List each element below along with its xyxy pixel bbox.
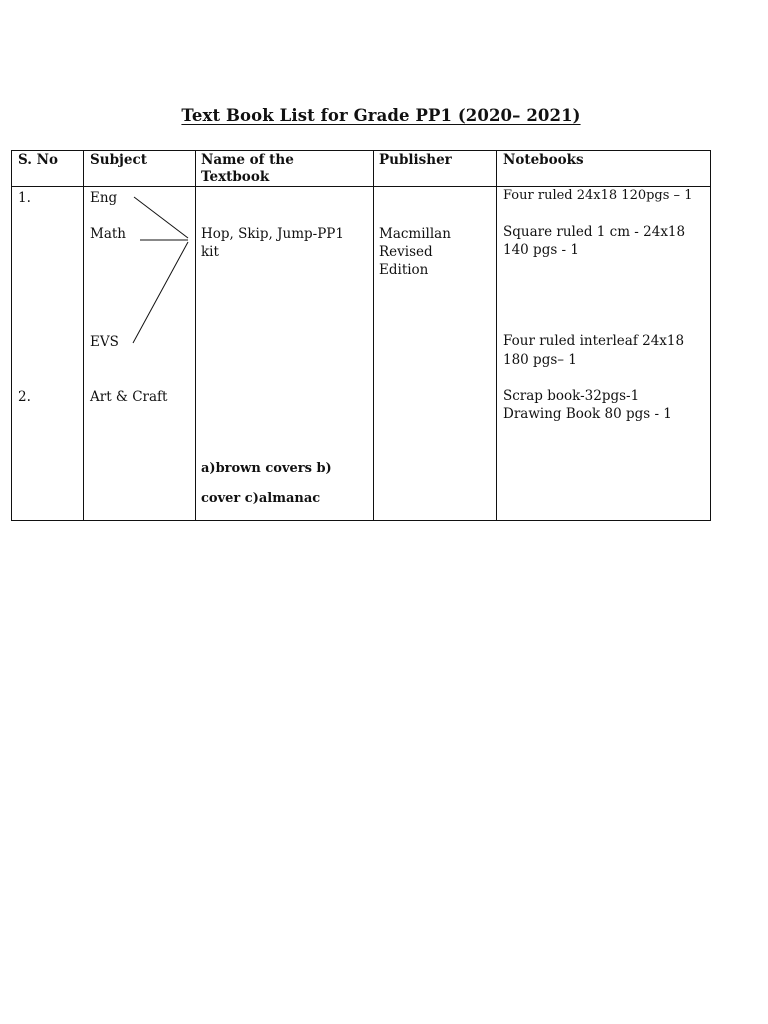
row1-notebook-2: Square ruled 1 cm - 24x18 bbox=[503, 224, 686, 240]
row1-notebook-4: Four ruled interleaf 24x18 bbox=[503, 333, 685, 349]
covers-note-line1: a)brown covers b) bbox=[201, 461, 332, 476]
bracket-line-eng bbox=[134, 197, 188, 238]
row2-notebook-1: Scrap book-32pgs-1 bbox=[503, 388, 640, 404]
row1-publisher-line1: Macmillan bbox=[379, 226, 451, 242]
row1-subject-evs: EVS bbox=[90, 334, 119, 350]
row1-subject-math: Math bbox=[90, 226, 126, 242]
row2-sno: 2. bbox=[18, 389, 31, 405]
row1-notebook-3: 140 pgs - 1 bbox=[503, 242, 580, 258]
row1-subject-eng: Eng bbox=[90, 190, 118, 206]
bracket-line-evs bbox=[133, 242, 188, 343]
row1-sno: 1. bbox=[18, 190, 31, 206]
header-sno: S. No bbox=[18, 152, 59, 168]
row1-notebook-1: Four ruled 24x18 120pgs – 1 bbox=[503, 188, 693, 203]
header-textbook-line2: Textbook bbox=[201, 169, 270, 185]
header-publisher: Publisher bbox=[379, 152, 452, 168]
row1-textbook-line1: Hop, Skip, Jump-PP1 bbox=[201, 226, 344, 242]
textbook-table bbox=[11, 150, 711, 521]
header-subject: Subject bbox=[90, 152, 147, 168]
header-textbook-line1: Name of the bbox=[201, 152, 294, 168]
row1-textbook-line2: kit bbox=[201, 244, 219, 260]
header-notebooks: Notebooks bbox=[503, 152, 584, 168]
row1-notebook-5: 180 pgs– 1 bbox=[503, 352, 577, 368]
covers-note-line2: cover c)almanac bbox=[201, 491, 321, 506]
row2-notebook-2: Drawing Book 80 pgs - 1 bbox=[503, 406, 672, 422]
row1-publisher-line3: Edition bbox=[379, 262, 429, 278]
row1-publisher-line2: Revised bbox=[379, 244, 433, 260]
row2-subject-art: Art & Craft bbox=[90, 389, 168, 405]
document-title: Text Book List for Grade PP1 (2020– 2021) bbox=[181, 106, 581, 125]
